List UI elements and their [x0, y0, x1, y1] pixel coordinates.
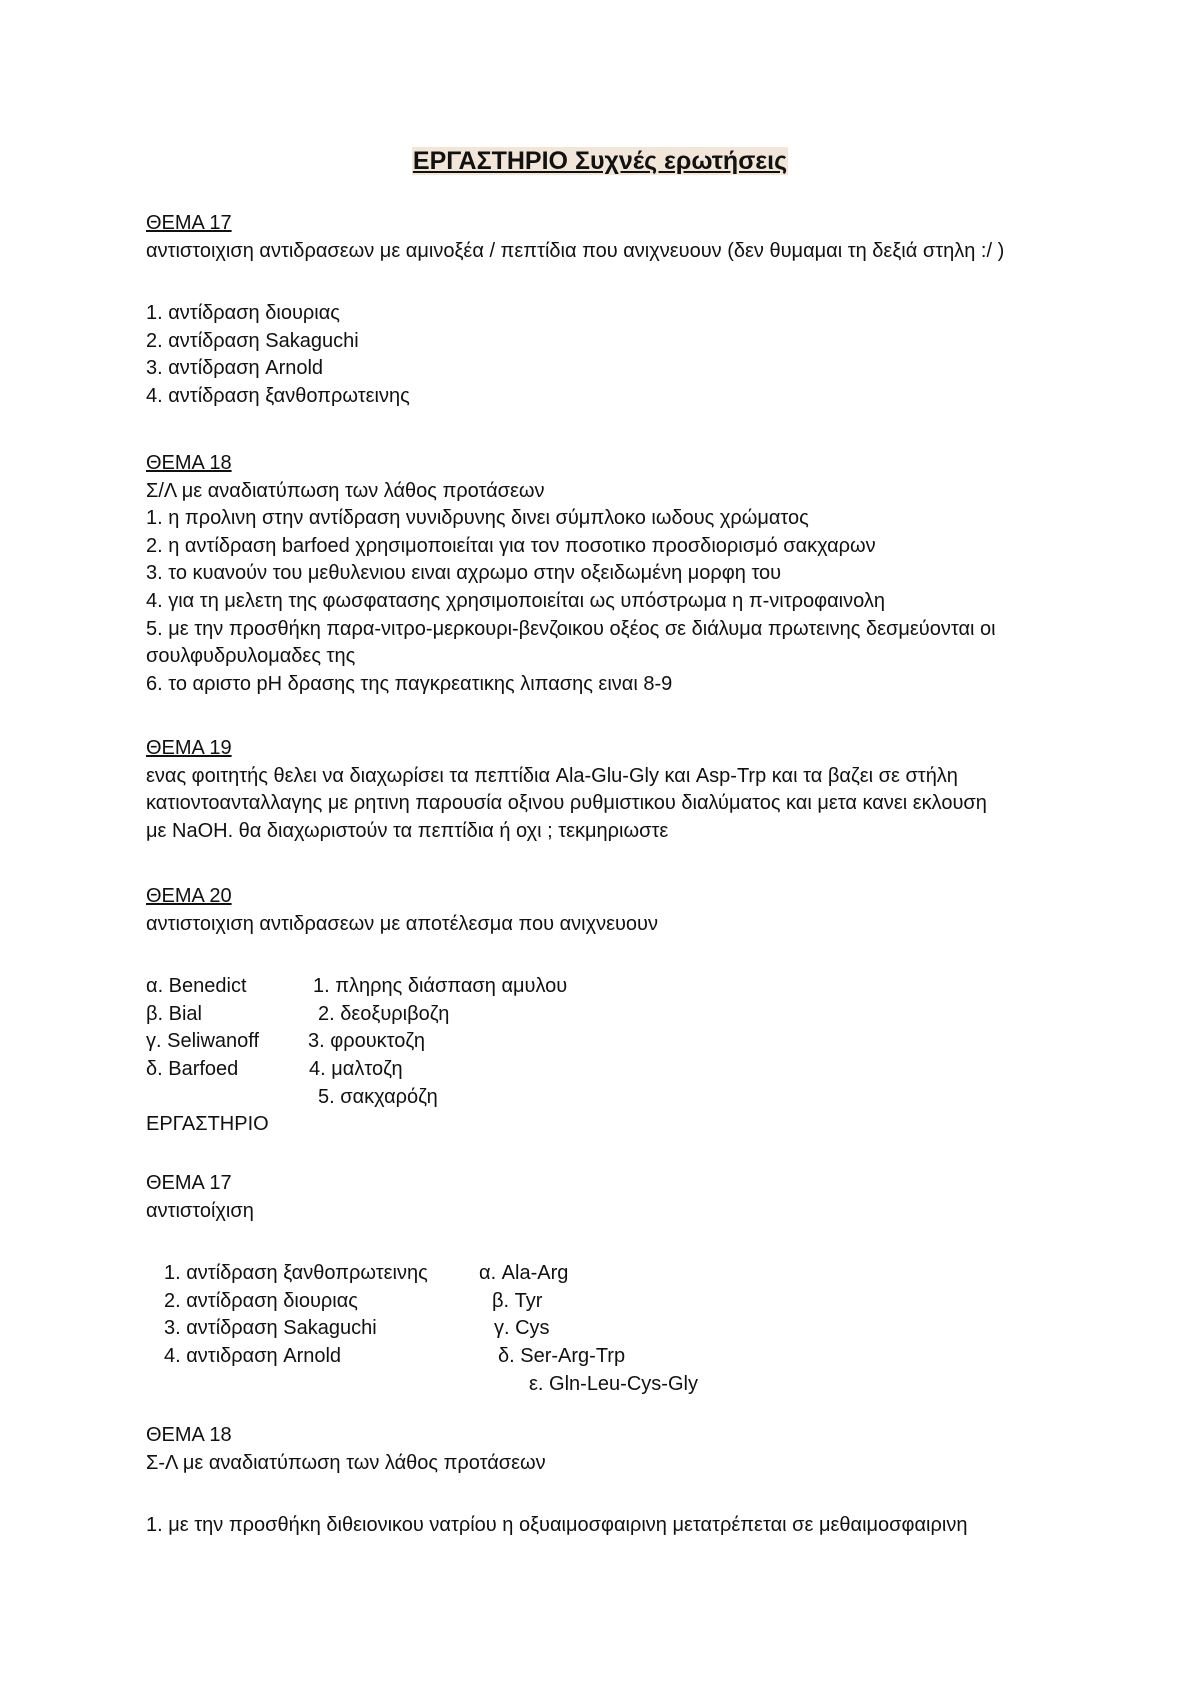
table-row	[146, 973, 1066, 1001]
text-line: 3. το κυανούν του μεθυλενιου ειναι αχρωμο στην οξειδωμένη μορφη του	[146, 562, 782, 585]
text-line: 4. για τη μελετη της φωσφατασης χρησιμοποιείται ως υπόστρωμα η π-νιτροφαινολη	[146, 589, 885, 612]
row-right: ε. Gln-Leu-Cys-Gly	[529, 1372, 698, 1395]
row-right: 4. μαλτοζη	[309, 1057, 403, 1080]
row-right: α. Ala-Arg	[479, 1262, 569, 1285]
section-20	[146, 883, 1066, 1139]
text-line: 6. το αριστο pH δρασης της παγκρεατικης λιπασης ειναι 8-9	[146, 672, 673, 695]
row-left: δ. Barfoed	[146, 1057, 239, 1080]
table-row	[146, 1084, 1066, 1112]
text-line: 2. η αντίδραση barfoed χρησιμοποιείται για τον ποσοτικο προσδιορισμό σακχαρων	[146, 534, 876, 557]
table-row	[146, 1315, 1066, 1343]
row-right: 1. πληρης διάσπαση αμυλου	[313, 975, 568, 998]
row-left: 2. αντίδραση διουριας	[164, 1289, 358, 1312]
section-intro: αντιστοίχιση	[146, 1199, 254, 1222]
section-heading: ΘΕΜΑ 19	[146, 737, 232, 759]
row-left: α. Benedict	[146, 975, 247, 998]
list-item: 1. αντίδραση διουριας	[146, 302, 340, 325]
table-row	[146, 1056, 1066, 1084]
lab-section-17	[146, 1170, 1066, 1398]
list-item: 4. αντίδραση ξανθοπρωτεινης	[146, 384, 410, 407]
row-left: 3. αντίδραση Sakaguchi	[164, 1317, 377, 1340]
section-17	[146, 210, 1066, 411]
row-left: 1. αντίδραση ξανθοπρωτεινης	[164, 1262, 428, 1285]
section-intro: αντιστοιχιση αντιδρασεων με αμινοξέα / πεπτίδια που ανιχνευουν (δεν θυμαμαι τη δεξιά στηλη :/ )	[146, 239, 1005, 262]
text-line: 5. με την προσθήκη παρα-νιτρο-μερκουρι-βενζοικου οξέος σε διάλυμα πρωτεινης δεσμεύονται οι	[146, 617, 996, 640]
list-item: 2. αντίδραση Sakaguchi	[146, 329, 359, 352]
section-heading: ΘΕΜΑ 20	[146, 885, 232, 907]
row-left: γ. Seliwanoff	[146, 1030, 260, 1053]
text-line: ενας φοιτητής θελει να διαχωρίσει τα πεπτίδια Ala-Glu-Gly και Asp-Trp και τα βαζει σε στήλη	[146, 764, 958, 787]
row-right: 5. σακχαρόζη	[318, 1085, 438, 1108]
table-row	[146, 1260, 1066, 1288]
section-18	[146, 450, 1066, 698]
row-right: β. Tyr	[492, 1289, 543, 1312]
text-line: σουλφυδρυλομαδες της	[146, 645, 356, 668]
section-heading: ΘΕΜΑ 18	[146, 1424, 232, 1446]
lab-section-18	[146, 1422, 1066, 1540]
table-row	[146, 1028, 1066, 1056]
document-title	[0, 146, 1200, 176]
section-heading: ΘΕΜΑ 17	[146, 1172, 232, 1194]
text-line: κατιοντοανταλλαγης με ρητινη παρουσία οξινου ρυθμιστικου διαλύματος και μετα κανει εκλουση	[146, 792, 987, 815]
table-row	[146, 1371, 1066, 1399]
list-item: 1. με την προσθήκη διθειονικου νατρίου η οξυαιμοσφαιρινη μετατρέπεται σε μεθαιμοσφαιρινη	[146, 1514, 968, 1537]
table-row	[146, 1288, 1066, 1316]
lab-heading: ΕΡΓΑΣΤΗΡΙΟ	[146, 1113, 269, 1136]
section-heading: ΘΕΜΑ 18	[146, 452, 232, 474]
row-right: 3. φρουκτοζη	[308, 1030, 425, 1053]
section-19	[146, 735, 1066, 845]
section-heading: ΘΕΜΑ 17	[146, 212, 232, 234]
section-intro: Σ-Λ με αναδιατύπωση των λάθος προτάσεων	[146, 1451, 546, 1474]
row-right: δ. Ser-Arg-Trp	[498, 1344, 626, 1367]
row-right: γ. Cys	[494, 1317, 550, 1340]
row-right: 2. δεοξυριβοζη	[318, 1002, 450, 1025]
row-left: β. Bial	[146, 1002, 202, 1025]
table-row	[146, 1001, 1066, 1029]
text-line: με NaOH. θα διαχωριστούν τα πεπτίδια ή οχι ; τεκμηριωστε	[146, 819, 669, 842]
text-line: Σ/Λ με αναδιατύπωση των λάθος προτάσεων	[146, 479, 545, 502]
document-title-text: ΕΡΓΑΣΤΗΡΙΟ Συχνές ερωτήσεις	[412, 147, 788, 175]
text-line: 1. η προλινη στην αντίδραση νυνιδρυνης δινει σύμπλοκο ιωδους χρώματος	[146, 507, 809, 530]
table-row	[146, 1343, 1066, 1371]
row-left: 4. αντιδραση Arnold	[164, 1344, 342, 1367]
list-item: 3. αντίδραση Arnold	[146, 357, 324, 380]
section-intro: αντιστοιχιση αντιδρασεων με αποτέλεσμα που ανιχνευουν	[146, 912, 658, 935]
